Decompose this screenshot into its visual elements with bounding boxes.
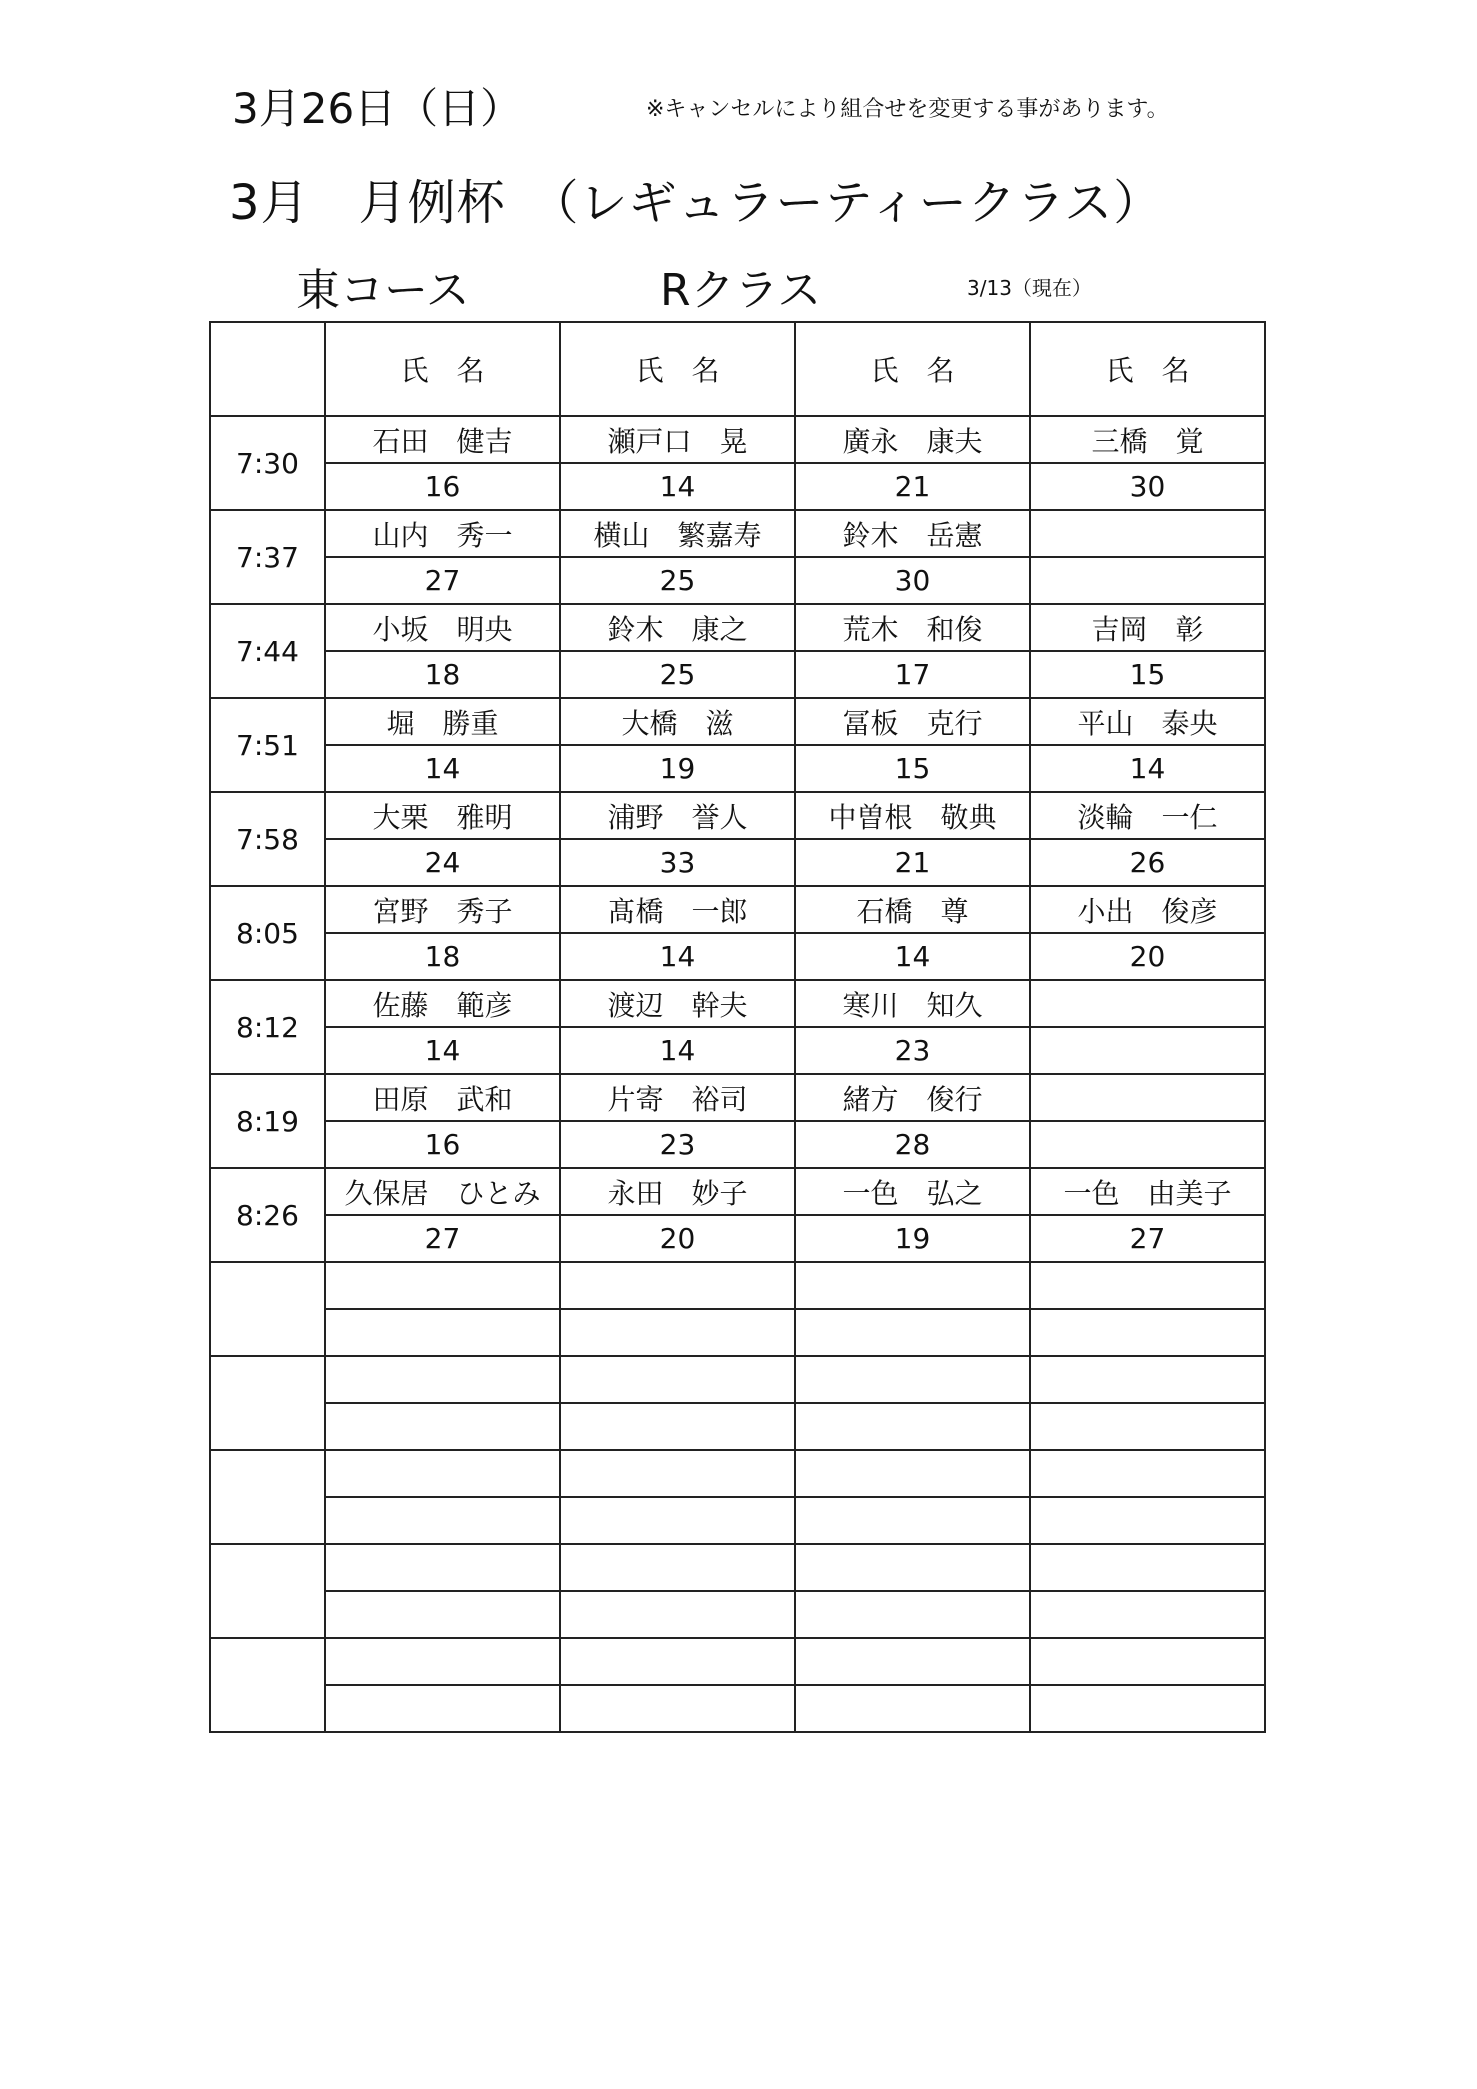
player-name bbox=[560, 1544, 795, 1591]
player-name: 吉岡 彰 bbox=[1030, 604, 1265, 651]
player-name: 小坂 明央 bbox=[325, 604, 560, 651]
group-name-row bbox=[210, 792, 1265, 839]
player-handicap: 30 bbox=[795, 557, 1030, 604]
player-handicap bbox=[1030, 1591, 1265, 1638]
player-handicap: 28 bbox=[795, 1121, 1030, 1168]
player-handicap: 15 bbox=[795, 745, 1030, 792]
player-handicap: 18 bbox=[325, 933, 560, 980]
player-handicap bbox=[1030, 1403, 1265, 1450]
player-name: 堀 勝重 bbox=[325, 698, 560, 745]
player-handicap: 25 bbox=[560, 651, 795, 698]
group-handicap-row bbox=[210, 1591, 1265, 1638]
player-name: 久保居 ひとみ bbox=[325, 1168, 560, 1215]
event-date: 3月26日（日） bbox=[232, 84, 523, 133]
group-name-row bbox=[210, 698, 1265, 745]
group-name-row bbox=[210, 886, 1265, 933]
class-name: Rクラス bbox=[660, 265, 822, 316]
group-name-row bbox=[210, 1450, 1265, 1497]
tee-time: 8:26 bbox=[210, 1168, 325, 1262]
player-name bbox=[795, 1262, 1030, 1309]
player-handicap: 14 bbox=[1030, 745, 1265, 792]
player-handicap: 26 bbox=[1030, 839, 1265, 886]
player-name bbox=[325, 1450, 560, 1497]
player-handicap bbox=[560, 1685, 795, 1732]
player-handicap: 16 bbox=[325, 463, 560, 510]
player-name: 横山 繁嘉寿 bbox=[560, 510, 795, 557]
player-handicap: 21 bbox=[795, 839, 1030, 886]
player-name: 田原 武和 bbox=[325, 1074, 560, 1121]
tee-time: 7:44 bbox=[210, 604, 325, 698]
player-name bbox=[1030, 980, 1265, 1027]
group-name-row bbox=[210, 1262, 1265, 1309]
player-name: 永田 妙子 bbox=[560, 1168, 795, 1215]
player-handicap: 24 bbox=[325, 839, 560, 886]
player-name bbox=[1030, 510, 1265, 557]
player-name: 石田 健吉 bbox=[325, 416, 560, 463]
player-name: 髙橋 一郎 bbox=[560, 886, 795, 933]
group-name-row bbox=[210, 510, 1265, 557]
player-name: 大橋 滋 bbox=[560, 698, 795, 745]
tee-time bbox=[210, 1262, 325, 1356]
player-name: 宮野 秀子 bbox=[325, 886, 560, 933]
tee-time: 7:30 bbox=[210, 416, 325, 510]
player-handicap: 17 bbox=[795, 651, 1030, 698]
group-name-row bbox=[210, 980, 1265, 1027]
tee-time: 7:37 bbox=[210, 510, 325, 604]
player-name: 石橋 尊 bbox=[795, 886, 1030, 933]
player-name bbox=[1030, 1262, 1265, 1309]
player-handicap: 15 bbox=[1030, 651, 1265, 698]
player-handicap: 21 bbox=[795, 463, 1030, 510]
player-handicap: 27 bbox=[1030, 1215, 1265, 1262]
player-name: 荒木 和俊 bbox=[795, 604, 1030, 651]
group-name-row bbox=[210, 1168, 1265, 1215]
player-handicap: 19 bbox=[795, 1215, 1030, 1262]
player-handicap bbox=[325, 1309, 560, 1356]
player-handicap: 18 bbox=[325, 651, 560, 698]
player-name bbox=[325, 1638, 560, 1685]
player-handicap: 14 bbox=[560, 933, 795, 980]
name-column-header: 氏 名 bbox=[795, 322, 1030, 416]
player-name bbox=[1030, 1450, 1265, 1497]
group-handicap-row bbox=[210, 651, 1265, 698]
player-handicap bbox=[1030, 1309, 1265, 1356]
player-handicap: 14 bbox=[560, 463, 795, 510]
player-name: 平山 泰央 bbox=[1030, 698, 1265, 745]
player-name bbox=[560, 1356, 795, 1403]
tee-time: 7:58 bbox=[210, 792, 325, 886]
pairing-table bbox=[209, 321, 1266, 1733]
player-name bbox=[795, 1638, 1030, 1685]
player-handicap bbox=[325, 1403, 560, 1450]
player-handicap: 14 bbox=[795, 933, 1030, 980]
player-name: 鈴木 岳憲 bbox=[795, 510, 1030, 557]
group-handicap-row bbox=[210, 839, 1265, 886]
player-name bbox=[560, 1262, 795, 1309]
player-name bbox=[1030, 1074, 1265, 1121]
player-name: 鈴木 康之 bbox=[560, 604, 795, 651]
course-name: 東コース bbox=[296, 265, 470, 316]
group-handicap-row bbox=[210, 1215, 1265, 1262]
group-handicap-row bbox=[210, 1403, 1265, 1450]
player-handicap bbox=[325, 1685, 560, 1732]
page-title: 3月 月例杯 （レギュラーティークラス） bbox=[229, 175, 1163, 231]
group-name-row bbox=[210, 1544, 1265, 1591]
group-name-row bbox=[210, 416, 1265, 463]
group-handicap-row bbox=[210, 557, 1265, 604]
player-name bbox=[325, 1356, 560, 1403]
player-name bbox=[795, 1356, 1030, 1403]
player-handicap: 27 bbox=[325, 557, 560, 604]
player-name: 佐藤 範彦 bbox=[325, 980, 560, 1027]
player-name bbox=[1030, 1638, 1265, 1685]
group-handicap-row bbox=[210, 463, 1265, 510]
player-name bbox=[795, 1544, 1030, 1591]
player-name: 淡輪 一仁 bbox=[1030, 792, 1265, 839]
player-handicap: 14 bbox=[560, 1027, 795, 1074]
player-name bbox=[1030, 1544, 1265, 1591]
player-name: 小出 俊彦 bbox=[1030, 886, 1265, 933]
group-name-row bbox=[210, 1074, 1265, 1121]
player-handicap: 25 bbox=[560, 557, 795, 604]
player-handicap bbox=[795, 1403, 1030, 1450]
table-header-row bbox=[210, 322, 1265, 416]
player-handicap bbox=[795, 1497, 1030, 1544]
name-column-header: 氏 名 bbox=[1030, 322, 1265, 416]
player-name: 一色 弘之 bbox=[795, 1168, 1030, 1215]
player-name: 三橋 覚 bbox=[1030, 416, 1265, 463]
player-handicap bbox=[1030, 1685, 1265, 1732]
player-name: 中曽根 敬典 bbox=[795, 792, 1030, 839]
name-column-header: 氏 名 bbox=[560, 322, 795, 416]
name-column-header: 氏 名 bbox=[325, 322, 560, 416]
player-handicap bbox=[795, 1309, 1030, 1356]
tee-time: 8:05 bbox=[210, 886, 325, 980]
group-handicap-row bbox=[210, 745, 1265, 792]
player-name bbox=[795, 1450, 1030, 1497]
group-handicap-row bbox=[210, 1685, 1265, 1732]
player-name bbox=[1030, 1356, 1265, 1403]
player-handicap: 23 bbox=[560, 1121, 795, 1168]
player-handicap: 27 bbox=[325, 1215, 560, 1262]
player-name: 冨板 克行 bbox=[795, 698, 1030, 745]
pairing-table-body bbox=[210, 322, 1265, 1732]
group-name-row bbox=[210, 604, 1265, 651]
player-handicap bbox=[560, 1403, 795, 1450]
player-handicap bbox=[325, 1591, 560, 1638]
player-handicap bbox=[1030, 1121, 1265, 1168]
player-handicap: 14 bbox=[325, 1027, 560, 1074]
player-handicap: 20 bbox=[560, 1215, 795, 1262]
player-handicap bbox=[795, 1685, 1030, 1732]
cancellation-notice: ※キャンセルにより組合せを変更する事があります。 bbox=[646, 97, 1169, 122]
group-name-row bbox=[210, 1356, 1265, 1403]
group-handicap-row bbox=[210, 1121, 1265, 1168]
player-name: 瀬戸口 晃 bbox=[560, 416, 795, 463]
player-name: 一色 由美子 bbox=[1030, 1168, 1265, 1215]
tee-time: 7:51 bbox=[210, 698, 325, 792]
player-handicap bbox=[325, 1497, 560, 1544]
group-handicap-row bbox=[210, 1027, 1265, 1074]
as-of-date: 3/13（現在） bbox=[967, 276, 1092, 300]
player-handicap bbox=[795, 1591, 1030, 1638]
player-name: 寒川 知久 bbox=[795, 980, 1030, 1027]
player-name: 緒方 俊行 bbox=[795, 1074, 1030, 1121]
tee-time: 8:12 bbox=[210, 980, 325, 1074]
player-name: 廣永 康夫 bbox=[795, 416, 1030, 463]
group-handicap-row bbox=[210, 1309, 1265, 1356]
player-handicap bbox=[560, 1591, 795, 1638]
player-handicap bbox=[1030, 1497, 1265, 1544]
player-handicap bbox=[1030, 557, 1265, 604]
tee-time bbox=[210, 1544, 325, 1638]
group-handicap-row bbox=[210, 933, 1265, 980]
tee-time bbox=[210, 1638, 325, 1732]
player-handicap: 23 bbox=[795, 1027, 1030, 1074]
player-handicap: 16 bbox=[325, 1121, 560, 1168]
player-name: 浦野 誉人 bbox=[560, 792, 795, 839]
group-handicap-row bbox=[210, 1497, 1265, 1544]
player-name bbox=[325, 1262, 560, 1309]
time-column-header bbox=[210, 322, 325, 416]
tee-time bbox=[210, 1450, 325, 1544]
player-handicap: 33 bbox=[560, 839, 795, 886]
tee-time bbox=[210, 1356, 325, 1450]
player-name: 山内 秀一 bbox=[325, 510, 560, 557]
player-handicap bbox=[560, 1497, 795, 1544]
group-name-row bbox=[210, 1638, 1265, 1685]
player-handicap bbox=[560, 1309, 795, 1356]
player-name: 片寄 裕司 bbox=[560, 1074, 795, 1121]
player-name: 大栗 雅明 bbox=[325, 792, 560, 839]
player-handicap: 30 bbox=[1030, 463, 1265, 510]
tee-time: 8:19 bbox=[210, 1074, 325, 1168]
player-name bbox=[560, 1450, 795, 1497]
player-handicap: 14 bbox=[325, 745, 560, 792]
player-name: 渡辺 幹夫 bbox=[560, 980, 795, 1027]
player-handicap bbox=[1030, 1027, 1265, 1074]
player-handicap: 19 bbox=[560, 745, 795, 792]
player-name bbox=[560, 1638, 795, 1685]
player-name bbox=[325, 1544, 560, 1591]
player-handicap: 20 bbox=[1030, 933, 1265, 980]
